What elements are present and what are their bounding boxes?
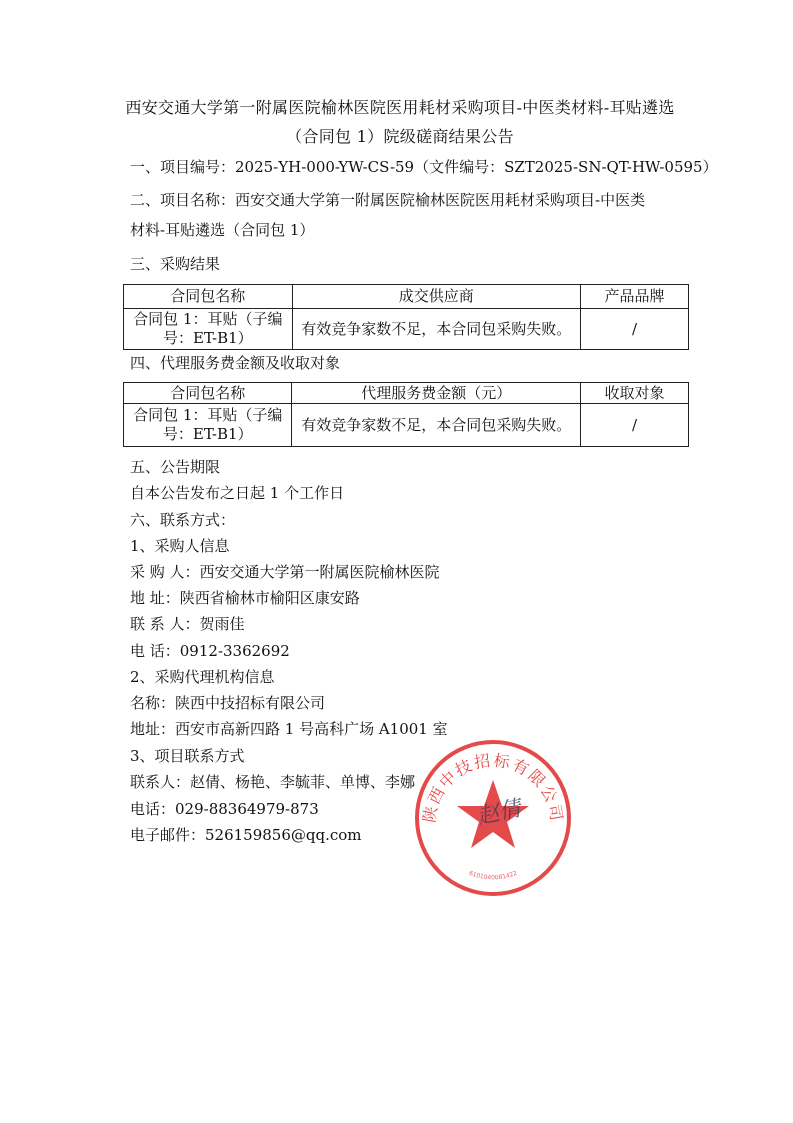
section-contact: 六、联系方式： (130, 511, 236, 529)
package-name-line1: 合同包 1：耳贴（子编 (133, 406, 283, 424)
project-contact-heading: 3、项目联系方式 (130, 747, 245, 765)
package-name-line2: 号：ET-B1） (162, 425, 253, 443)
procurement-result-table (123, 284, 689, 350)
section-agency-fee: 四、代理服务费金额及收取对象 (130, 354, 341, 372)
agency-fee-table (123, 382, 689, 447)
document-title-line2: （合同包 1）院级磋商结果公告 (286, 127, 514, 146)
section-procurement-result: 三、采购结果 (130, 255, 221, 273)
buyer-name: 采 购 人：西安交通大学第一附属医院榆林医院 (130, 563, 440, 581)
project-number: 一、项目编号：2025-YH-000-YW-CS-59（文件编号：SZT2025-SN-QT-HW-0595） (130, 158, 718, 176)
fee-amount-cell: 有效竞争家数不足，本合同包采购失败。 (292, 404, 581, 447)
package-name-line2: 号：ET-B1） (162, 329, 253, 347)
agent-address: 地址：西安市高新四路 1 号高科广场 A1001 室 (130, 720, 448, 738)
project-name-line1: 二、项目名称：西安交通大学第一附属医院榆林医院医用耗材采购项目-中医类 (130, 191, 646, 209)
buyer-contact: 联 系 人：贺雨佳 (130, 615, 245, 633)
project-contacts: 联系人：赵倩、杨艳、李毓菲、单博、李娜 (130, 773, 416, 791)
fee-target-cell: / (581, 404, 689, 447)
supplier-cell: 有效竞争家数不足，本合同包采购失败。 (292, 309, 580, 350)
package-name-cell (124, 309, 293, 350)
company-seal (413, 738, 573, 898)
table-header-row (124, 285, 689, 309)
brand-cell: / (580, 309, 688, 350)
table-header-cell: 代理服务费金额（元） (292, 383, 581, 404)
project-phone: 电话：029-88364979-873 (130, 800, 319, 818)
table-header-cell: 合同包名称 (124, 285, 293, 309)
buyer-phone: 电 话：0912-3362692 (130, 642, 290, 660)
project-email: 电子邮件：526159856@qq.com (130, 826, 362, 844)
agent-name: 名称：陕西中技招标有限公司 (130, 694, 326, 712)
buyer-address: 地 址：陕西省榆林市榆阳区康安路 (130, 589, 360, 607)
package-name-cell (124, 404, 292, 447)
document-title-line1: 西安交通大学第一附属医院榆林医院医用耗材采购项目-中医类材料-耳贴遴选 (125, 98, 675, 117)
project-name-line2: 材料-耳贴遴选（合同包 1） (130, 221, 315, 239)
section-notice-period: 五、公告期限 (130, 458, 221, 476)
agent-info-heading: 2、采购代理机构信息 (130, 668, 275, 686)
table-header-cell: 合同包名称 (124, 383, 292, 404)
handwritten-signature: 赵倩 (475, 796, 524, 830)
notice-period-text: 自本公告发布之日起 1 个工作日 (130, 484, 345, 502)
table-header-cell: 成交供应商 (292, 285, 580, 309)
seal-serial: 6101040081422 (467, 869, 519, 882)
table-row (124, 404, 689, 447)
table-header-cell: 收取对象 (581, 383, 689, 404)
package-name-line1: 合同包 1：耳贴（子编 (133, 310, 283, 328)
buyer-info-heading: 1、采购人信息 (130, 537, 230, 555)
table-header-cell: 产品品牌 (580, 285, 688, 309)
table-header-row (124, 383, 689, 404)
table-row (124, 309, 689, 350)
seal-text: 陕西中技招标有限公司 (419, 750, 567, 824)
